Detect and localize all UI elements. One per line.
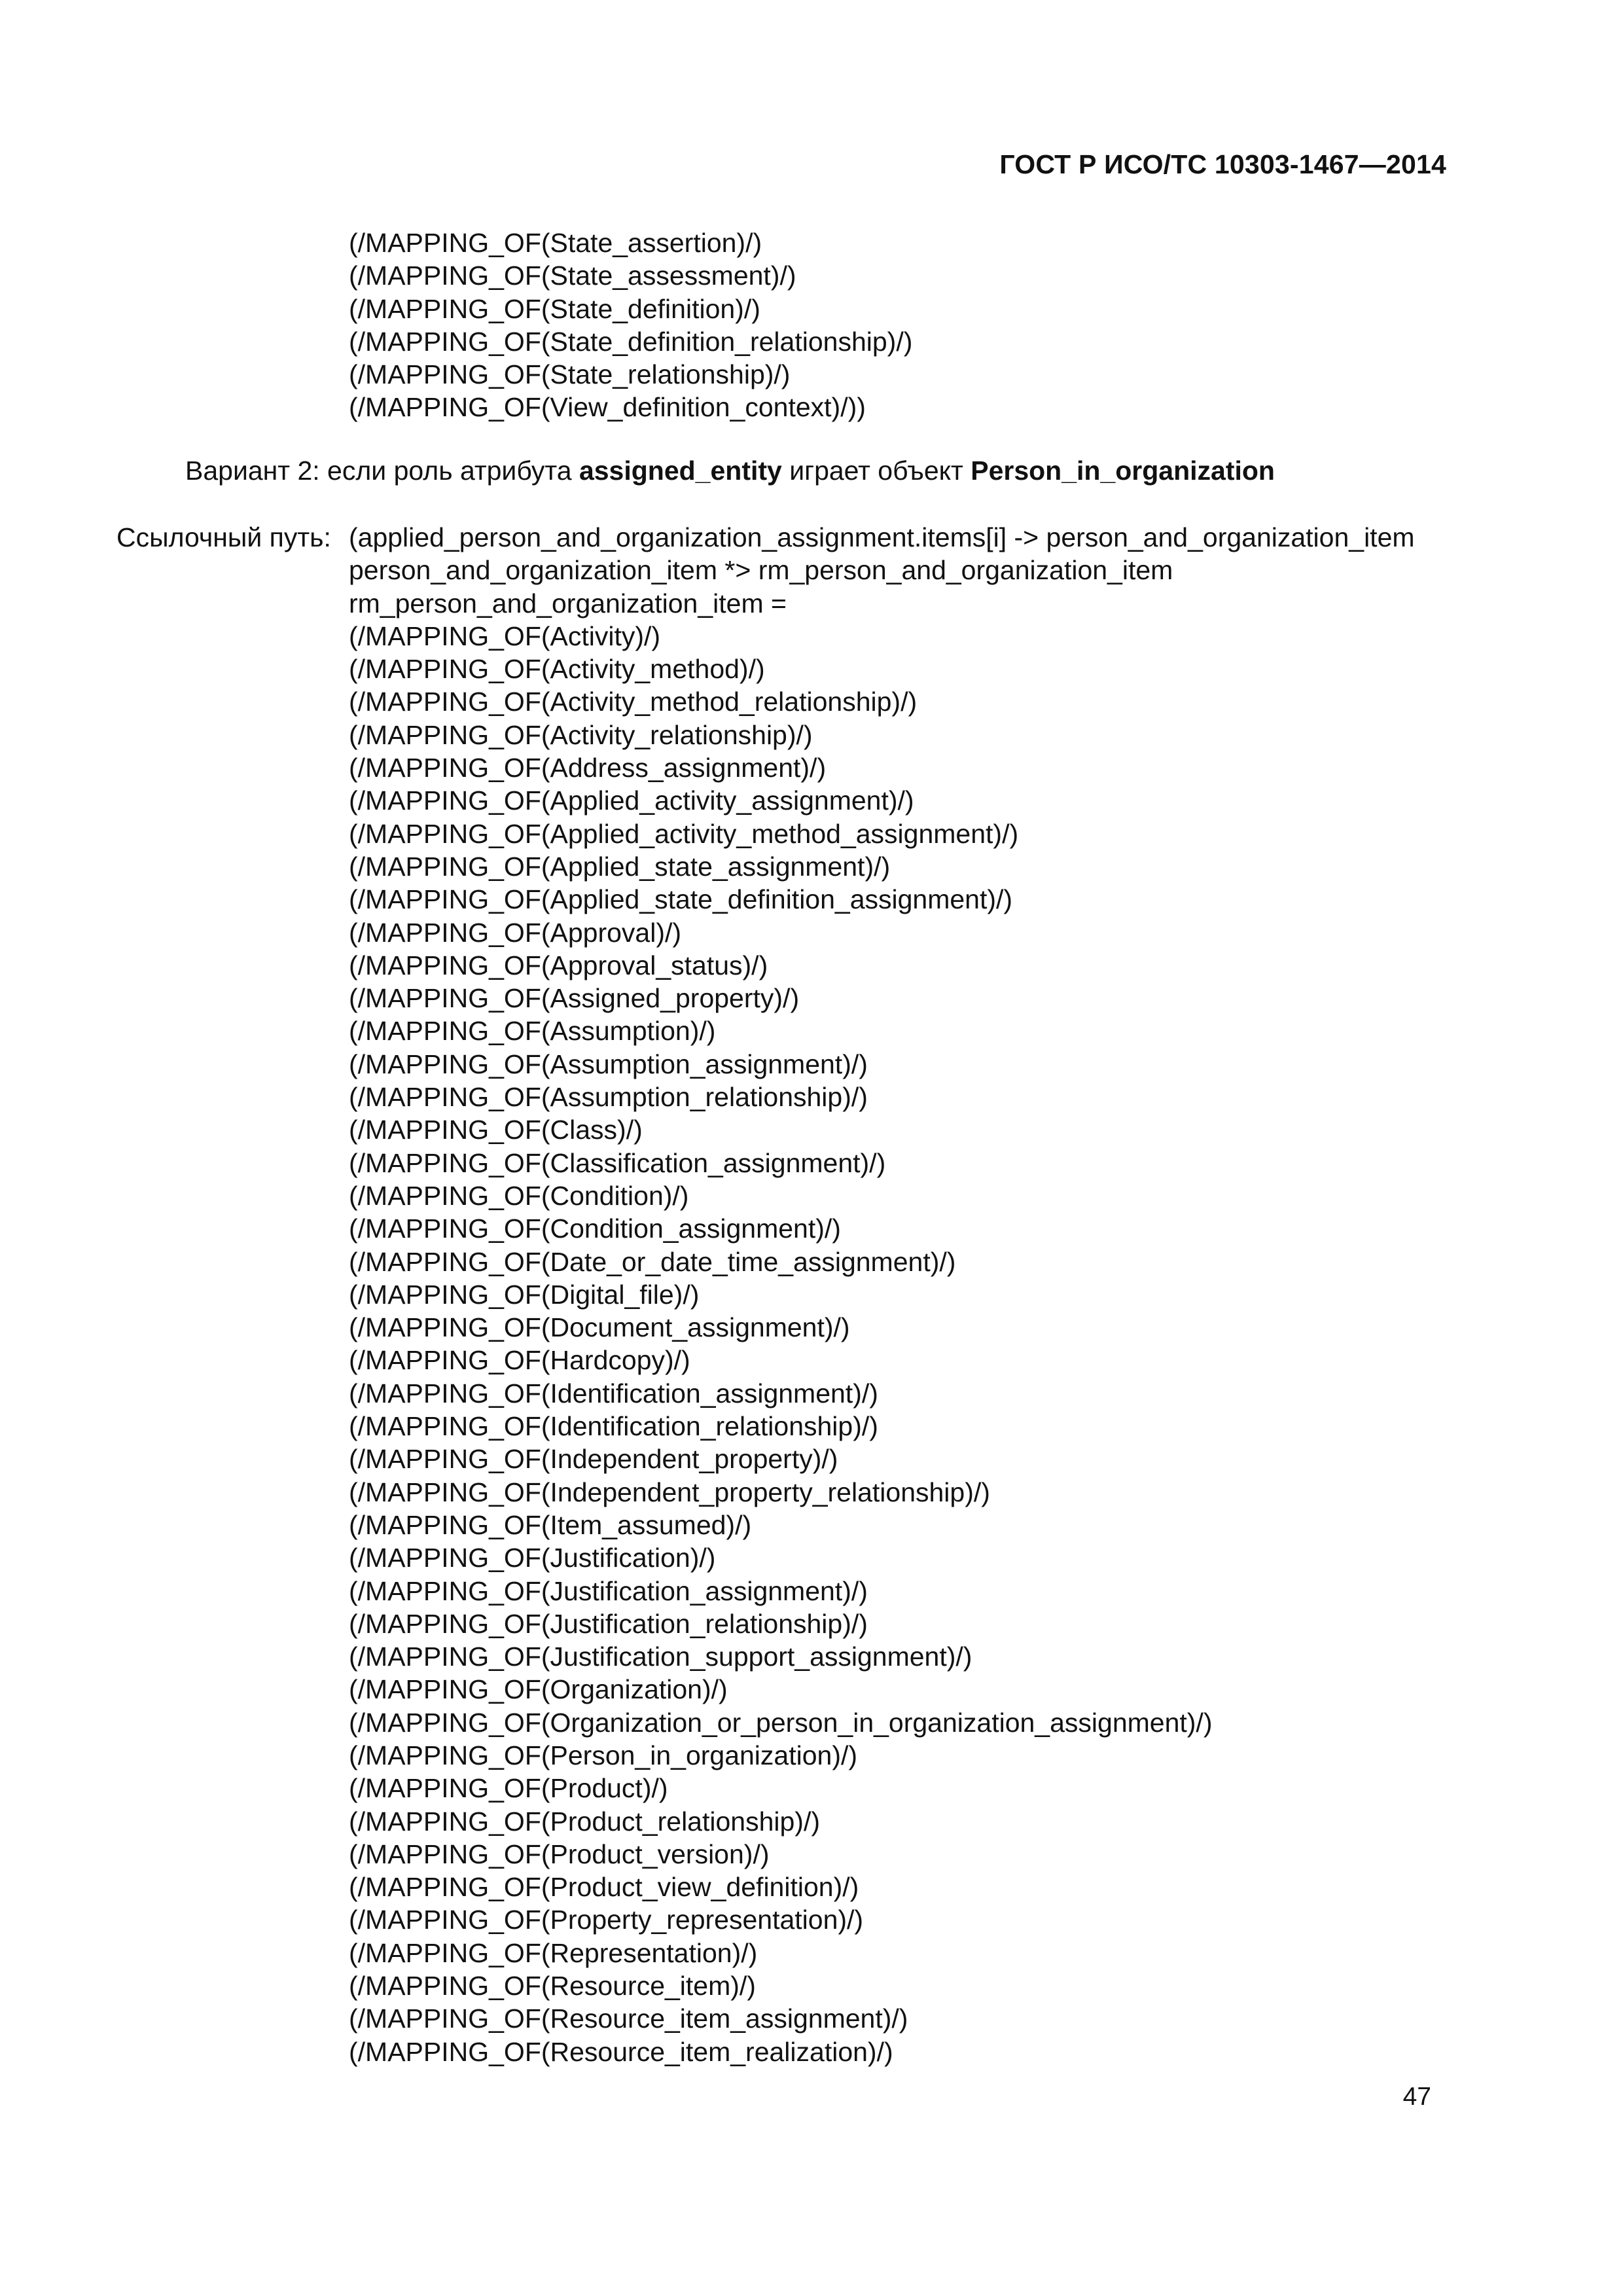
- reference-path-line: (/MAPPING_OF(Product)/): [349, 1773, 668, 1804]
- reference-path-line: (/MAPPING_OF(Assumption_assignment)/): [349, 1049, 868, 1079]
- reference-path-line: (/MAPPING_OF(Justification)/): [349, 1543, 716, 1573]
- reference-path-line: (/MAPPING_OF(Assumption_relationship)/): [349, 1082, 868, 1113]
- reference-path-label: Ссылочный путь:: [116, 522, 331, 552]
- reference-path-line: (/MAPPING_OF(Document_assignment)/): [349, 1312, 850, 1343]
- variant-prefix: Вариант 2: если роль атрибута: [185, 456, 579, 486]
- reference-path-line: (/MAPPING_OF(Condition_assignment)/): [349, 1213, 841, 1244]
- reference-path-line: (/MAPPING_OF(Approval_status)/): [349, 950, 768, 980]
- reference-path-line: (/MAPPING_OF(Resource_item)/): [349, 1971, 756, 2001]
- document-header: ГОСТ Р ИСО/ТС 10303-1467—2014: [999, 149, 1446, 179]
- reference-path-line: (/MAPPING_OF(Classification_assignment)/): [349, 1147, 886, 1178]
- continued-mapping-list: [349, 226, 912, 424]
- reference-path-line: (/MAPPING_OF(Assigned_property)/): [349, 983, 800, 1014]
- reference-path-line: (/MAPPING_OF(Applied_state_assignment)/): [349, 851, 891, 882]
- reference-path-line: (/MAPPING_OF(Justification_support_assignment)/): [349, 1641, 972, 1672]
- mapping-line: (/MAPPING_OF(State_definition)/): [349, 293, 760, 324]
- reference-path-line: (/MAPPING_OF(Resource_item_realization)/): [349, 2036, 893, 2067]
- reference-path-line: (/MAPPING_OF(Condition)/): [349, 1180, 689, 1211]
- mapping-line: (/MAPPING_OF(State_relationship)/): [349, 359, 791, 390]
- reference-path-line: (/MAPPING_OF(Applied_activity_assignment)/): [349, 785, 914, 816]
- reference-path-line: (/MAPPING_OF(Activity_method_relationship)/): [349, 687, 918, 717]
- reference-path-line: (/MAPPING_OF(Organization_or_person_in_organization_assignment)/): [349, 1707, 1213, 1738]
- reference-path-line: (/MAPPING_OF(Activity)/): [349, 620, 661, 651]
- reference-path-line: person_and_organization_item *> rm_person_and_organization_item: [349, 555, 1173, 586]
- variant-entity: Person_in_organization: [971, 456, 1275, 486]
- reference-path-line: (/MAPPING_OF(Product_version)/): [349, 1839, 770, 1869]
- variant-heading: [185, 456, 1275, 486]
- reference-path-line: (/MAPPING_OF(Justification_relationship)/): [349, 1608, 868, 1639]
- reference-path-line: (/MAPPING_OF(Resource_item_assignment)/): [349, 2003, 908, 2034]
- variant-middle: играет объект: [781, 456, 971, 486]
- reference-path-line: (/MAPPING_OF(Property_representation)/): [349, 1905, 864, 1935]
- mapping-line: (/MAPPING_OF(State_definition_relationship)/): [349, 326, 913, 357]
- reference-path-line: (/MAPPING_OF(Product_relationship)/): [349, 1806, 821, 1837]
- reference-path-line: (/MAPPING_OF(Identification_relationship)/): [349, 1411, 878, 1442]
- reference-path-line: (/MAPPING_OF(Date_or_date_time_assignment)/): [349, 1246, 956, 1277]
- variant-attribute: assigned_entity: [579, 456, 782, 486]
- reference-path-line: (/MAPPING_OF(Address_assignment)/): [349, 753, 827, 783]
- reference-path-line: (/MAPPING_OF(Digital_file)/): [349, 1279, 700, 1310]
- page-number: 47: [1402, 2083, 1431, 2111]
- reference-path-line: (/MAPPING_OF(Person_in_organization)/): [349, 1740, 858, 1770]
- mapping-line: (/MAPPING_OF(View_definition_context)/)): [349, 392, 866, 423]
- reference-path-line: (/MAPPING_OF(Organization)/): [349, 1674, 728, 1705]
- reference-path-line: (applied_person_and_organization_assignment.items[i] -> person_and_organization_item: [349, 522, 1415, 552]
- reference-path-line: (/MAPPING_OF(Item_assumed)/): [349, 1509, 752, 1540]
- reference-path-line: (/MAPPING_OF(Representation)/): [349, 1937, 758, 1968]
- reference-path-line: (/MAPPING_OF(Independent_property)/): [349, 1444, 838, 1475]
- reference-path-line: rm_person_and_organization_item =: [349, 588, 787, 619]
- mapping-line: (/MAPPING_OF(State_assertion)/): [349, 228, 762, 258]
- reference-path-line: (/MAPPING_OF(Applied_state_definition_assignment)/): [349, 884, 1013, 915]
- reference-path-line: (/MAPPING_OF(Assumption)/): [349, 1016, 716, 1047]
- reference-path-line: (/MAPPING_OF(Approval)/): [349, 917, 682, 948]
- reference-path-line: (/MAPPING_OF(Product_view_definition)/): [349, 1872, 859, 1903]
- mapping-line: (/MAPPING_OF(State_assessment)/): [349, 260, 796, 291]
- reference-path-line: (/MAPPING_OF(Activity_method)/): [349, 654, 765, 685]
- reference-path-line: (/MAPPING_OF(Hardcopy)/): [349, 1345, 690, 1376]
- reference-path-line: (/MAPPING_OF(Independent_property_relationship)/): [349, 1477, 990, 1507]
- reference-path-line: (/MAPPING_OF(Class)/): [349, 1115, 643, 1145]
- reference-path-line: (/MAPPING_OF(Justification_assignment)/): [349, 1575, 868, 1606]
- reference-path-line: (/MAPPING_OF(Activity_relationship)/): [349, 719, 813, 750]
- reference-path-line: (/MAPPING_OF(Applied_activity_method_assignment)/): [349, 818, 1019, 849]
- reference-path-list: [349, 521, 1415, 2068]
- reference-path-line: (/MAPPING_OF(Identification_assignment)/): [349, 1378, 878, 1408]
